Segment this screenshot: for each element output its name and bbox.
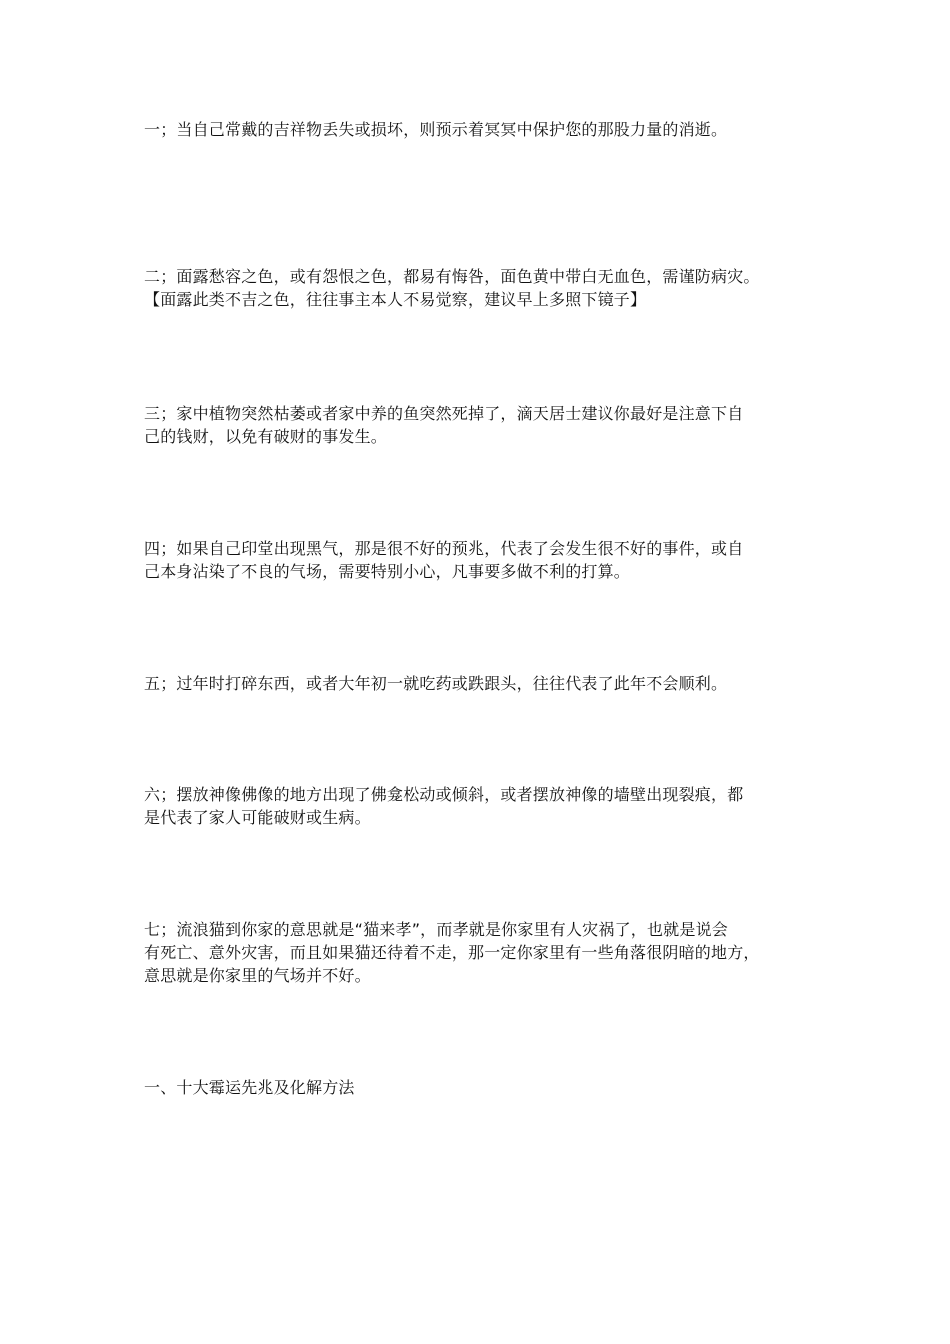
paragraph-5 [144,672,809,695]
paragraph-line: 是代表了家人可能破财或生病。 [144,808,371,827]
paragraph-line: 三；家中植物突然枯萎或者家中养的鱼突然死掉了，滴天居士建议你最好是注意下自 [144,404,744,423]
paragraph-line: 意思就是你家里的气场并不好。 [144,966,371,985]
paragraph-line: 六；摆放神像佛像的地方出现了佛龛松动或倾斜，或者摆放神像的墙壁出现裂痕，都 [144,785,744,804]
paragraph-6 [144,783,809,829]
paragraph-1 [144,118,809,141]
paragraph-7 [144,918,809,987]
paragraph-2 [144,265,809,311]
paragraph-line: 【面露此类不吉之色，往往事主本人不易觉察，建议早上多照下镜子】 [144,290,647,309]
paragraph-line: 己的钱财，以免有破财的事发生。 [144,427,388,446]
paragraph-3 [144,402,809,448]
paragraph-line: 一；当自己常戴的吉祥物丢失或损坏，则预示着冥冥中保护您的那股力量的消逝。 [144,120,728,139]
paragraph-line: 五；过年时打碎东西，或者大年初一就吃药或跌跟头，往往代表了此年不会顺利。 [144,674,728,693]
section-heading [144,1076,809,1099]
paragraph-line: 有死亡、意外灾害，而且如果猫还待着不走，那一定你家里有一些角落很阴暗的地方， [144,943,760,962]
paragraph-line: 四；如果自己印堂出现黑气，那是很不好的预兆，代表了会发生很不好的事件，或自 [144,539,744,558]
paragraph-line: 七；流浪猫到你家的意思就是“猫来孝”，而孝就是你家里有人灾祸了，也就是说会 [144,920,728,939]
paragraph-line: 二；面露愁容之色，或有怨恨之色，都易有悔咎，面色黄中带白无血色，需谨防病灾。 [144,267,760,286]
paragraph-4 [144,537,809,583]
heading-line: 一、十大霉运先兆及化解方法 [144,1078,355,1097]
paragraph-line: 己本身沾染了不良的气场，需要特别小心，凡事要多做不利的打算。 [144,562,631,581]
